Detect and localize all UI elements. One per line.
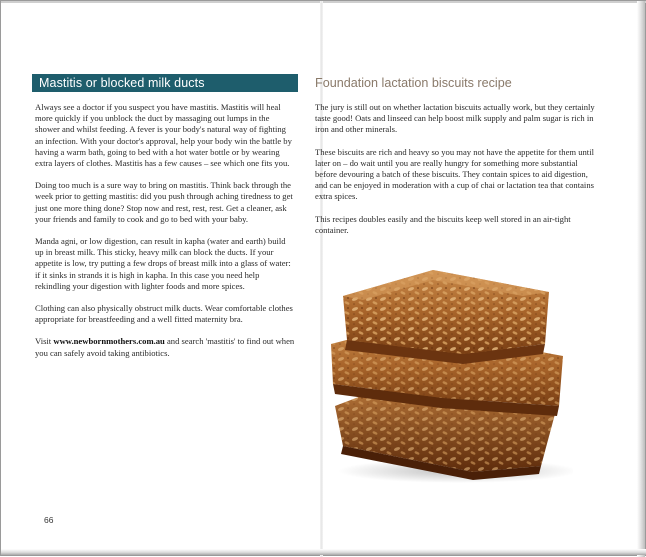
section-heading-mastitis: Mastitis or blocked milk ducts — [32, 74, 298, 92]
right-column — [315, 74, 601, 247]
page-number: 66 — [44, 515, 54, 525]
paragraph-jury-still-out: The jury is still out on whether lactation biscuits actually work, but they certainly taste good! Oats and linseed can help boost milk supply and palm sugar is rich in iron and other minerals. — [315, 102, 595, 135]
page-edge-bottom — [1, 549, 646, 555]
page-edge-top — [1, 1, 646, 3]
left-column — [32, 74, 298, 370]
paragraph-clothing: Clothing can also physically obstruct milk ducts. Wear comfortable clothes appropriate for breastfeeding and a well fitted maternity bra. — [35, 303, 293, 325]
paragraph-manda-agni: Manda agni, or low digestion, can result in kapha (water and earth) build up in breast milk. This sticky, heavy milk can block the ducts. If your appetite is low, try putting a few drops of breast milk into a glass of water: if it sinks in strands it is high in kapha. In this case you need help rekindling your digestion with lighter foods and more spices. — [35, 236, 291, 291]
paragraph-doubles-easily: This recipes doubles easily and the biscuits keep well stored in an air-tight container. — [315, 213, 571, 235]
page-edge-right — [637, 1, 645, 557]
paragraph-visit-website — [32, 336, 298, 358]
paragraph-mastitis-intro: Always see a doctor if you suspect you have mastitis. Mastitis will heal more quickly if you unblock the duct by massaging out lumps in the shower and whilst feeding. A fever is your body's natural way of fighting an infection. With your doctor's approval, help your body win the battle by having a warm bath, going to bed with a hot water bottle or by wearing extra layers of clothes. Mastitis has a few causes – see which one fits you. — [35, 102, 292, 169]
paragraph-rich-heavy: These biscuits are rich and heavy so you may not have the appetite for them until later on – do wait until you are really hungry for something more substantial before devouring a batch of these biscuits. They contain spices to aid digestion, and can be enjoyed in moderation with a cup of chai or lactation tea that contains extra spices. — [315, 146, 594, 202]
visit-prefix: Visit — [35, 336, 54, 347]
recipe-title: Foundation lactation biscuits recipe — [315, 76, 512, 90]
website-link[interactable]: www.newbornmothers.com.au — [53, 336, 165, 347]
biscuit-stack-photo — [323, 256, 573, 486]
visit-suffix: and search 'mastitis' to find out when you can safely avoid taking antibiotics. — [35, 336, 295, 358]
paragraph-doing-too-much: Doing too much is a sure way to bring on mastitis. Think back through the week prior to getting mastitis: did you push through aching tiredness to get just one more thing done? Stop now and rest, rest, rest. Get a cleaner, ask your friends and family to cook and go to bed with your baby. — [35, 180, 293, 224]
